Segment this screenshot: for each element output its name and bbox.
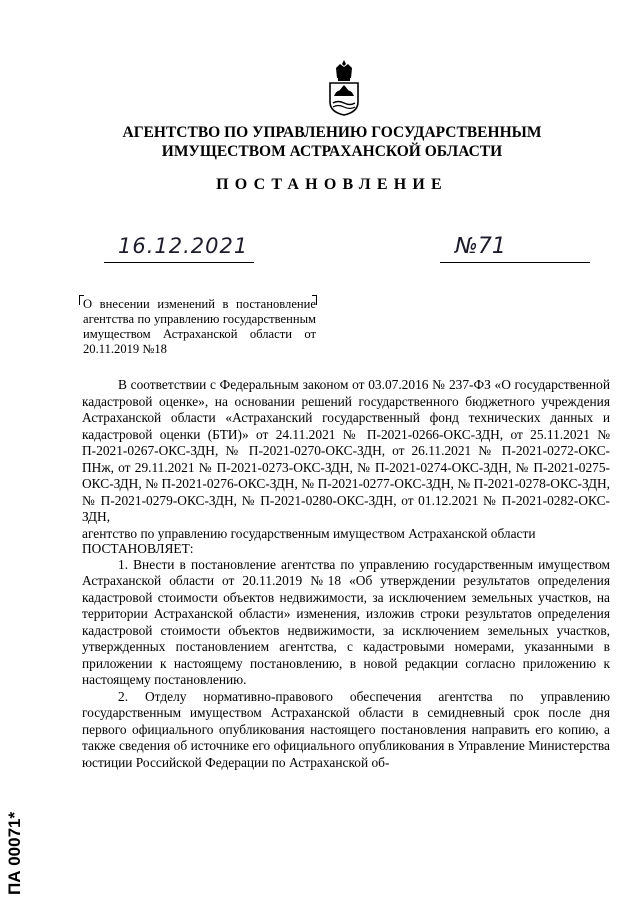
agency-line: агентство по управлению государственным имуществом Астраханской области <box>82 525 536 541</box>
preamble-paragraph: В соответствии с Федеральным законом от 03.07.2016 № 237-ФЗ «О государственной кадастровой оценке», на основании решений государственного бюджетного учреждения Астраханской области «Астраханский государственный фонд технических данных и кадастровой оценки (БТИ)» от 24.11.2021 № П-2021-0266-ОКС-ЗДН, от 25.11.2021 № П-2021-0267-ОКС-ЗДН, № П-2021-0270-ОКС-ЗДН, от 26.11.2021 № П-2021-0272-ОКС-ПНж, от 29.11.2021 № П-2021-0273-ОКС-ЗДН, № П-2021-0274-ОКС-ЗДН, № П-2021-0275-ОКС-ЗДН, № П-2021-0276-ОКС-ЗДН, № П-2021-0277-ОКС-ЗДН, № П-2021-0278-ОКС-ЗДН, № П-2021-0279-ОКС-ЗДН, № П-2021-0280-ОКС-ЗДН, от 01.12.2021 № П-2021-0282-ОКС-ЗДН, <box>82 377 610 524</box>
coat-of-arms-icon <box>327 58 361 116</box>
agency-title-line2: ИМУЩЕСТВОМ АСТРАХАНСКОЙ ОБЛАСТИ <box>161 143 503 160</box>
number-underline <box>440 262 590 263</box>
agency-title <box>0 123 640 161</box>
agency-title-line1: АГЕНТСТВО ПО УПРАВЛЕНИЮ ГОСУДАРСТВЕННЫМ <box>122 124 542 141</box>
document-body <box>82 377 610 771</box>
document-date: 16.12.2021 <box>118 234 249 258</box>
document-type: ПОСТАНОВЛЕНИЕ <box>216 176 448 193</box>
date-underline <box>104 262 254 263</box>
registration-stamp: ПА 00071* <box>5 811 24 895</box>
item-1-paragraph: 1. Внести в постановление агентства по управлению государственным имуществом Астраханской области от 20.11.2019 №18 «Об утверждении результатов определения кадастровой стоимости объектов недвижимости, за исключением земельных участков, на территории Астраханской области» изменения, изложив строки результатов определения кадастровой стоимости объектов недвижимости, за исключением земельных участков, утвержденных постановлением агентства, с кадастровыми номерами, указанными в приложении к настоящему постановлению, в новой редакции согласно приложению к настоящему постановлению. <box>82 556 610 687</box>
item-2-paragraph: 2. Отделу нормативно-правового обеспечения агентства по управлению государственным имуществом Астраханской области в семидневный срок после дня первого официального опубликования настоящего постановления направить его копию, а также сведения об источнике его официального опубликования в Управление Министерства юстиции Российской Федерации по Астраханской об- <box>82 688 610 770</box>
document-number: №71 <box>455 234 506 259</box>
resolves-line: ПОСТАНОВЛЯЕТ: <box>82 541 194 556</box>
document-subject: О внесении изменений в постановление агентства по управлению государственным имуществом Астраханской области от 20.11.2019 №18 <box>83 297 316 356</box>
